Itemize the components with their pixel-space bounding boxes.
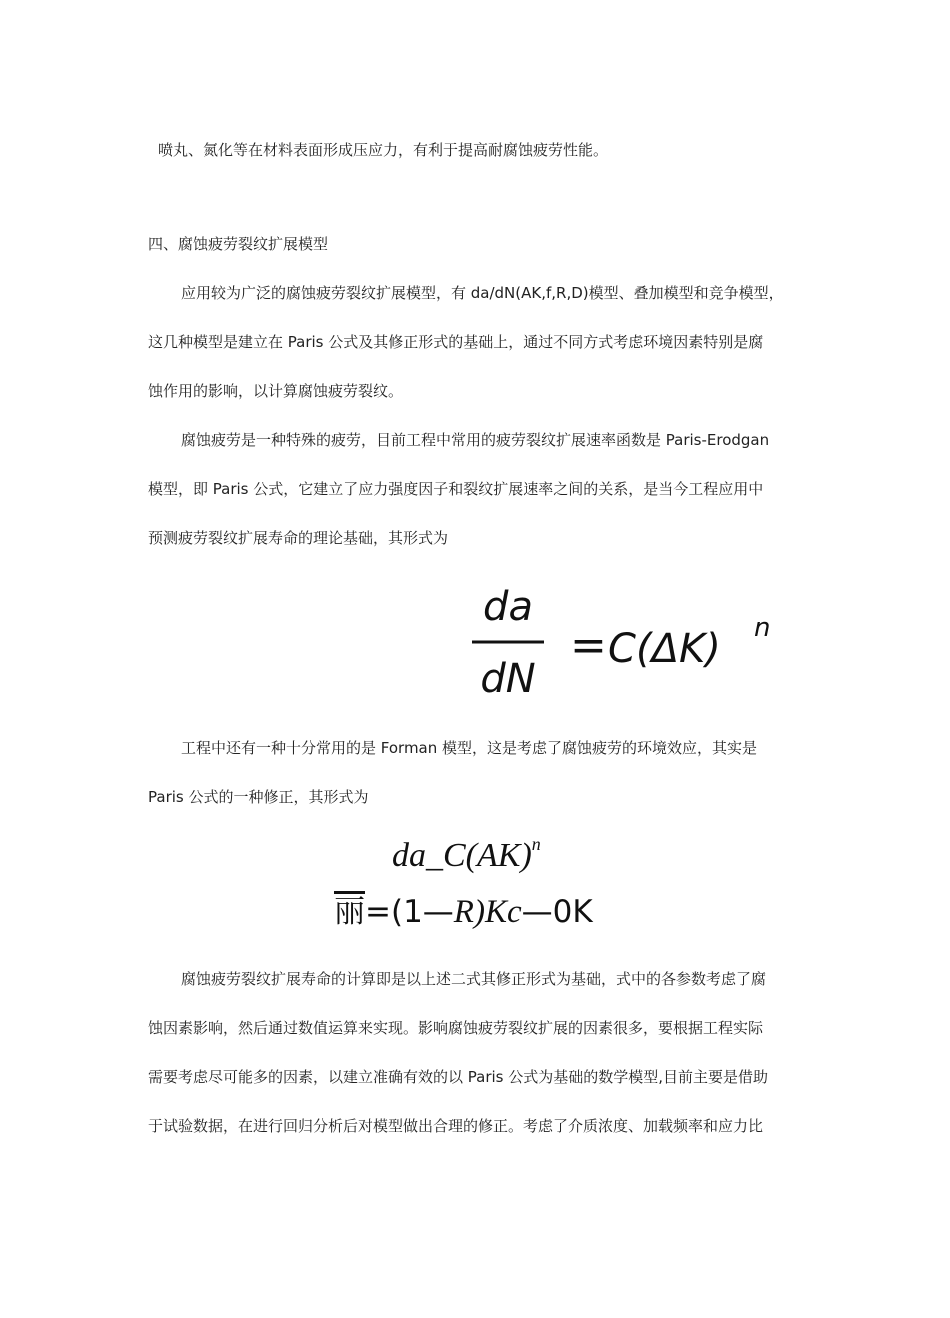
forman-numerator — [392, 834, 541, 875]
forman-italic: R)Kc — [453, 894, 522, 930]
paragraph-line: 蚀因素影响，然后通过数值运算来实现。影响腐蚀疲劳裂纹扩展的因素很多，要根据工程实际 — [148, 1019, 764, 1037]
paragraph-line: 蚀作用的影响，以计算腐蚀疲劳裂纹。 — [148, 382, 404, 400]
paris-constant: C — [608, 626, 636, 672]
paragraph-line: 工程中还有一种十分常用的是 Forman 模型，这是考虑了腐蚀疲劳的环境效应，其实是 — [181, 739, 758, 757]
paragraph-line: 喷丸、氮化等在材料表面形成压应力，有利于提高耐腐蚀疲劳性能。 — [158, 141, 609, 159]
paris-exponent: n — [754, 613, 771, 643]
forman-bar-glyph: 丽 — [334, 894, 365, 930]
forman-denominator — [334, 886, 593, 931]
section-heading: 四、腐蚀疲劳裂纹扩展模型 — [148, 235, 329, 253]
paragraph-line: 腐蚀疲劳是一种特殊的疲劳，目前工程中常用的疲劳裂纹扩展速率函数是 Paris-Erodgan — [181, 431, 770, 449]
forman-mid: =(1— — [365, 894, 454, 930]
paris-equation — [466, 578, 786, 703]
forman-equation — [330, 826, 650, 936]
paris-numerator: da — [483, 584, 533, 630]
paragraph-line: 腐蚀疲劳裂纹扩展寿命的计算即是以上述二式其修正形式为基础，式中的各参数考虑了腐 — [181, 970, 767, 988]
equals-sign: = — [570, 620, 607, 671]
paragraph-line: 预测疲劳裂纹扩展寿命的理论基础，其形式为 — [148, 529, 449, 547]
forman-end: —0K — [521, 894, 593, 930]
forman-top-text: da_C(AK) — [392, 837, 532, 874]
paris-delta-k: (ΔK) — [636, 626, 721, 672]
paris-denominator: dN — [480, 656, 536, 702]
paragraph-line: 这几种模型是建立在 Paris 公式及其修正形式的基础上，通过不同方式考虑环境因素特别是腐 — [148, 333, 764, 351]
paragraph-line: 于试验数据，在进行回归分析后对模型做出合理的修正。考虑了介质浓度、加载频率和应力比 — [148, 1117, 764, 1135]
paragraph-line: 应用较为广泛的腐蚀疲劳裂纹扩展模型，有 da/dN(AK,f,R,D)模型、叠加模型和竞争模型， — [181, 284, 784, 302]
forman-exponent: n — [531, 834, 541, 854]
paragraph-line: Paris 公式的一种修正，其形式为 — [148, 788, 369, 806]
paragraph-line: 需要考虑尽可能多的因素，以建立准确有效的以 Paris 公式为基础的数学模型,目前主要是借助 — [148, 1068, 769, 1086]
paragraph-line: 模型，即 Paris 公式，它建立了应力强度因子和裂纹扩展速率之间的关系，是当今工程应用中 — [148, 480, 764, 498]
